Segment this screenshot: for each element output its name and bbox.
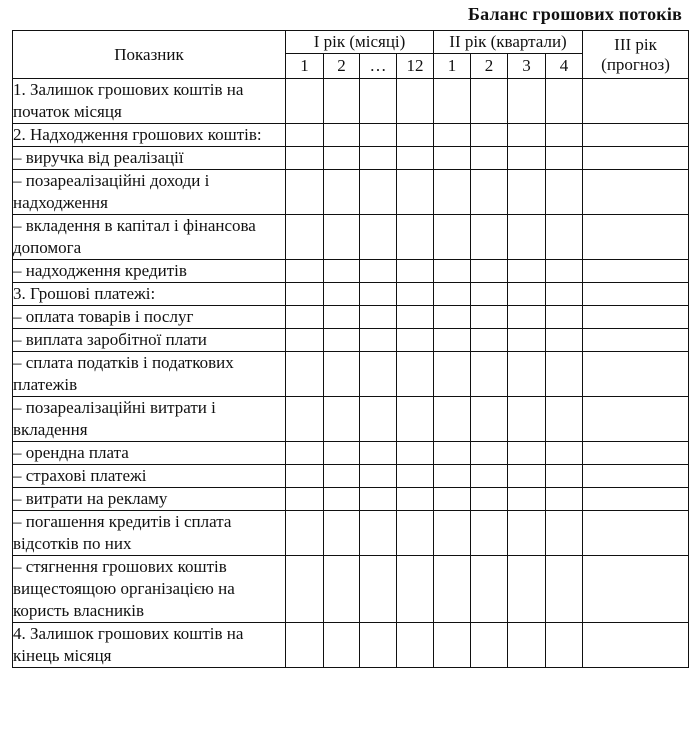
empty-cell bbox=[471, 124, 508, 147]
empty-cell bbox=[508, 260, 546, 283]
empty-cell bbox=[324, 352, 360, 397]
empty-cell bbox=[434, 556, 471, 623]
empty-cell bbox=[546, 352, 583, 397]
empty-cell bbox=[286, 283, 324, 306]
empty-cell bbox=[583, 170, 689, 215]
empty-cell bbox=[397, 442, 434, 465]
empty-cell bbox=[397, 352, 434, 397]
empty-cell bbox=[583, 352, 689, 397]
empty-cell bbox=[397, 170, 434, 215]
empty-cell bbox=[508, 623, 546, 668]
empty-cell bbox=[471, 306, 508, 329]
row-label: – страхові платежі bbox=[13, 465, 286, 488]
empty-cell bbox=[286, 329, 324, 352]
table-row bbox=[13, 556, 689, 623]
empty-cell bbox=[471, 397, 508, 442]
empty-cell bbox=[471, 329, 508, 352]
row-label: – позареалізаційні витрати і вкладення bbox=[13, 397, 286, 442]
empty-cell bbox=[508, 170, 546, 215]
empty-cell bbox=[286, 397, 324, 442]
table-row bbox=[13, 511, 689, 556]
empty-cell bbox=[471, 465, 508, 488]
empty-cell bbox=[583, 623, 689, 668]
empty-cell bbox=[508, 79, 546, 124]
empty-cell bbox=[434, 124, 471, 147]
empty-cell bbox=[286, 306, 324, 329]
empty-cell bbox=[360, 623, 397, 668]
empty-cell bbox=[286, 147, 324, 170]
empty-cell bbox=[546, 306, 583, 329]
empty-cell bbox=[324, 306, 360, 329]
header-month: 2 bbox=[324, 54, 360, 79]
empty-cell bbox=[397, 283, 434, 306]
empty-cell bbox=[508, 488, 546, 511]
empty-cell bbox=[471, 556, 508, 623]
empty-cell bbox=[360, 556, 397, 623]
header-quarter: 1 bbox=[434, 54, 471, 79]
header-quarter: 3 bbox=[508, 54, 546, 79]
empty-cell bbox=[434, 215, 471, 260]
header-quarter: 4 bbox=[546, 54, 583, 79]
empty-cell bbox=[471, 170, 508, 215]
empty-cell bbox=[471, 442, 508, 465]
empty-cell bbox=[583, 260, 689, 283]
empty-cell bbox=[471, 488, 508, 511]
header-quarter: 2 bbox=[471, 54, 508, 79]
row-label: – стягнення грошових коштів вищестоящою організацією на користь власників bbox=[13, 556, 286, 623]
empty-cell bbox=[324, 147, 360, 170]
header-indicator: Показник bbox=[13, 31, 286, 79]
empty-cell bbox=[546, 465, 583, 488]
row-label: – орендна плата bbox=[13, 442, 286, 465]
table-row bbox=[13, 329, 689, 352]
table-row bbox=[13, 442, 689, 465]
empty-cell bbox=[583, 215, 689, 260]
empty-cell bbox=[324, 556, 360, 623]
empty-cell bbox=[471, 623, 508, 668]
empty-cell bbox=[286, 352, 324, 397]
empty-cell bbox=[360, 329, 397, 352]
empty-cell bbox=[324, 623, 360, 668]
table-row bbox=[13, 147, 689, 170]
empty-cell bbox=[434, 260, 471, 283]
table-row bbox=[13, 260, 689, 283]
empty-cell bbox=[286, 124, 324, 147]
empty-cell bbox=[546, 147, 583, 170]
table-row bbox=[13, 283, 689, 306]
row-label: – надходження кредитів bbox=[13, 260, 286, 283]
empty-cell bbox=[360, 215, 397, 260]
empty-cell bbox=[360, 260, 397, 283]
empty-cell bbox=[546, 283, 583, 306]
empty-cell bbox=[508, 556, 546, 623]
empty-cell bbox=[397, 215, 434, 260]
row-label: – вкладення в капітал і фінансова допомога bbox=[13, 215, 286, 260]
empty-cell bbox=[397, 260, 434, 283]
empty-cell bbox=[397, 306, 434, 329]
empty-cell bbox=[360, 170, 397, 215]
empty-cell bbox=[546, 329, 583, 352]
row-label: 2. Надходження грошових коштів: bbox=[13, 124, 286, 147]
header-year1: І рік (місяці) bbox=[286, 31, 434, 54]
empty-cell bbox=[434, 329, 471, 352]
table-row bbox=[13, 215, 689, 260]
empty-cell bbox=[324, 283, 360, 306]
empty-cell bbox=[324, 465, 360, 488]
empty-cell bbox=[546, 79, 583, 124]
table-row bbox=[13, 488, 689, 511]
empty-cell bbox=[434, 352, 471, 397]
empty-cell bbox=[286, 511, 324, 556]
empty-cell bbox=[360, 147, 397, 170]
empty-cell bbox=[583, 283, 689, 306]
empty-cell bbox=[546, 623, 583, 668]
empty-cell bbox=[471, 79, 508, 124]
empty-cell bbox=[434, 306, 471, 329]
table-row bbox=[13, 306, 689, 329]
empty-cell bbox=[360, 283, 397, 306]
header-month: 12 bbox=[397, 54, 434, 79]
empty-cell bbox=[508, 442, 546, 465]
empty-cell bbox=[324, 170, 360, 215]
table-row bbox=[13, 623, 689, 668]
empty-cell bbox=[324, 215, 360, 260]
empty-cell bbox=[546, 397, 583, 442]
empty-cell bbox=[583, 306, 689, 329]
empty-cell bbox=[397, 511, 434, 556]
empty-cell bbox=[397, 397, 434, 442]
empty-cell bbox=[360, 79, 397, 124]
empty-cell bbox=[324, 124, 360, 147]
empty-cell bbox=[508, 329, 546, 352]
empty-cell bbox=[583, 511, 689, 556]
table-row bbox=[13, 124, 689, 147]
empty-cell bbox=[546, 488, 583, 511]
empty-cell bbox=[583, 556, 689, 623]
empty-cell bbox=[360, 124, 397, 147]
empty-cell bbox=[434, 397, 471, 442]
table-row bbox=[13, 465, 689, 488]
empty-cell bbox=[360, 397, 397, 442]
empty-cell bbox=[286, 623, 324, 668]
row-label: – витрати на рекламу bbox=[13, 488, 286, 511]
empty-cell bbox=[434, 488, 471, 511]
empty-cell bbox=[324, 488, 360, 511]
empty-cell bbox=[324, 397, 360, 442]
empty-cell bbox=[360, 306, 397, 329]
empty-cell bbox=[360, 352, 397, 397]
empty-cell bbox=[508, 215, 546, 260]
empty-cell bbox=[434, 442, 471, 465]
empty-cell bbox=[434, 283, 471, 306]
empty-cell bbox=[286, 215, 324, 260]
empty-cell bbox=[583, 488, 689, 511]
empty-cell bbox=[546, 556, 583, 623]
empty-cell bbox=[434, 170, 471, 215]
empty-cell bbox=[324, 260, 360, 283]
empty-cell bbox=[546, 215, 583, 260]
header-month: … bbox=[360, 54, 397, 79]
empty-cell bbox=[324, 511, 360, 556]
empty-cell bbox=[360, 465, 397, 488]
empty-cell bbox=[583, 465, 689, 488]
row-label: – погашення кредитів і сплата відсотків по них bbox=[13, 511, 286, 556]
empty-cell bbox=[434, 511, 471, 556]
empty-cell bbox=[508, 306, 546, 329]
empty-cell bbox=[546, 511, 583, 556]
row-label: 3. Грошові платежі: bbox=[13, 283, 286, 306]
empty-cell bbox=[286, 170, 324, 215]
empty-cell bbox=[397, 556, 434, 623]
empty-cell bbox=[434, 79, 471, 124]
empty-cell bbox=[546, 442, 583, 465]
row-label: 1. Залишок грошових коштів на початок місяця bbox=[13, 79, 286, 124]
empty-cell bbox=[546, 124, 583, 147]
empty-cell bbox=[508, 397, 546, 442]
table-row bbox=[13, 397, 689, 442]
empty-cell bbox=[397, 623, 434, 668]
empty-cell bbox=[360, 488, 397, 511]
row-label: – оплата товарів і послуг bbox=[13, 306, 286, 329]
empty-cell bbox=[324, 79, 360, 124]
row-label: 4. Залишок грошових коштів на кінець місяця bbox=[13, 623, 286, 668]
table-title: Баланс грошових потоків bbox=[468, 4, 682, 24]
empty-cell bbox=[583, 147, 689, 170]
empty-cell bbox=[471, 352, 508, 397]
empty-cell bbox=[397, 329, 434, 352]
empty-cell bbox=[508, 465, 546, 488]
empty-cell bbox=[286, 488, 324, 511]
empty-cell bbox=[397, 79, 434, 124]
empty-cell bbox=[434, 147, 471, 170]
empty-cell bbox=[397, 465, 434, 488]
empty-cell bbox=[360, 511, 397, 556]
empty-cell bbox=[583, 124, 689, 147]
empty-cell bbox=[434, 623, 471, 668]
row-label: – позареалізаційні доходи і надходження bbox=[13, 170, 286, 215]
empty-cell bbox=[397, 147, 434, 170]
empty-cell bbox=[471, 283, 508, 306]
empty-cell bbox=[583, 442, 689, 465]
empty-cell bbox=[583, 329, 689, 352]
empty-cell bbox=[471, 215, 508, 260]
empty-cell bbox=[286, 465, 324, 488]
empty-cell bbox=[546, 260, 583, 283]
empty-cell bbox=[508, 124, 546, 147]
empty-cell bbox=[360, 442, 397, 465]
empty-cell bbox=[397, 488, 434, 511]
empty-cell bbox=[324, 442, 360, 465]
table-row bbox=[13, 170, 689, 215]
empty-cell bbox=[583, 79, 689, 124]
empty-cell bbox=[324, 329, 360, 352]
empty-cell bbox=[508, 511, 546, 556]
empty-cell bbox=[508, 147, 546, 170]
row-label: – виплата заробітної плати bbox=[13, 329, 286, 352]
empty-cell bbox=[286, 442, 324, 465]
row-label: – виручка від реалізації bbox=[13, 147, 286, 170]
header-month: 1 bbox=[286, 54, 324, 79]
header-year2: ІІ рік (квартали) bbox=[434, 31, 583, 54]
table-row bbox=[13, 352, 689, 397]
empty-cell bbox=[286, 260, 324, 283]
empty-cell bbox=[434, 465, 471, 488]
cash-flow-table bbox=[12, 30, 689, 668]
empty-cell bbox=[508, 283, 546, 306]
empty-cell bbox=[583, 397, 689, 442]
empty-cell bbox=[471, 511, 508, 556]
empty-cell bbox=[471, 147, 508, 170]
header-year3: ІІІ рік (прогноз) bbox=[583, 31, 689, 79]
empty-cell bbox=[397, 124, 434, 147]
table-row bbox=[13, 79, 689, 124]
empty-cell bbox=[471, 260, 508, 283]
row-label: – сплата податків і податкових платежів bbox=[13, 352, 286, 397]
empty-cell bbox=[286, 79, 324, 124]
empty-cell bbox=[546, 170, 583, 215]
empty-cell bbox=[286, 556, 324, 623]
empty-cell bbox=[508, 352, 546, 397]
